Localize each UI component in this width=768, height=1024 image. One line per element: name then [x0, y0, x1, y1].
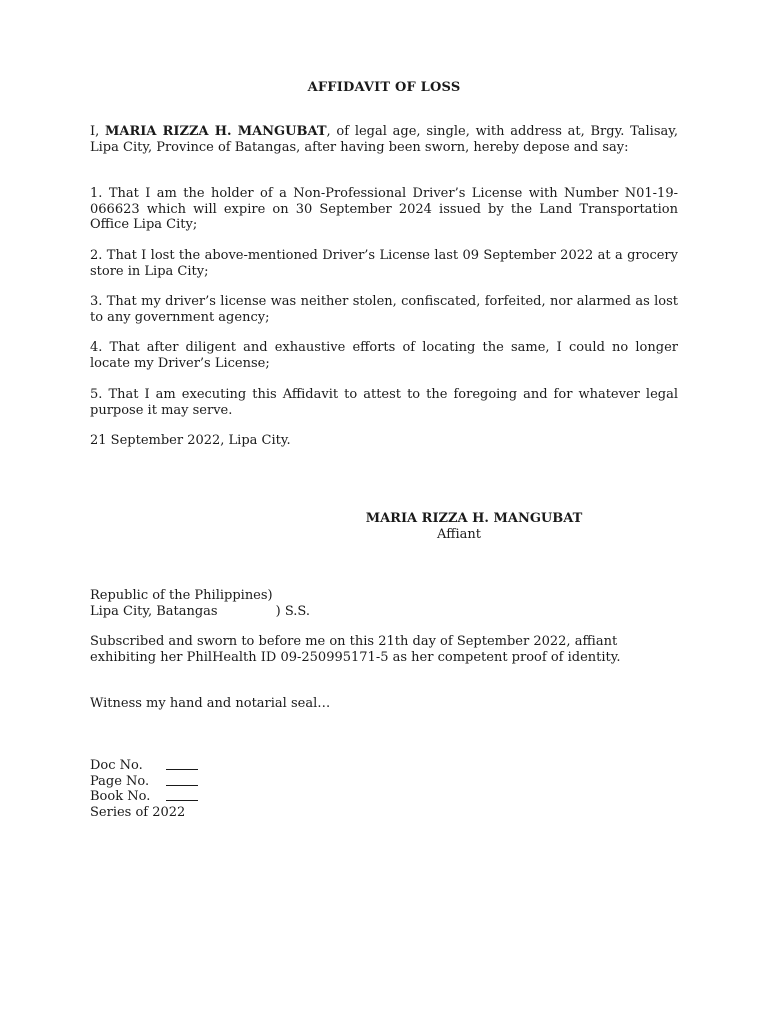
venue-block [90, 588, 690, 619]
jurat-paragraph: Subscribed and sworn to before me on this 21th day of September 2022, affiant exhibiting her PhilHealth ID 09-250995171-5 as her competent proof of identity. [90, 634, 621, 665]
doc-no-blank [166, 758, 198, 770]
intro-suffix: , of legal age, single, with address at, Brgy. Talisay, Lipa City, Province of Batangas, after having been sworn, hereby depose and say: [90, 124, 678, 155]
intro-paragraph [90, 124, 678, 155]
notarial-register [90, 758, 690, 820]
series-row [90, 805, 690, 821]
page-no-row [90, 774, 690, 790]
doc-no-label: Doc No. [90, 758, 143, 773]
book-no-blank [166, 789, 198, 801]
venue-ss: ) S.S. [275, 603, 310, 619]
affiant-name-inline: MARIA RIZZA H. MANGUBAT [105, 124, 327, 139]
intro-prefix: I, [90, 124, 106, 139]
witness-line: Witness my hand and notarial seal… [90, 696, 331, 711]
book-no-label: Book No. [90, 789, 151, 804]
doc-no-row [90, 758, 690, 774]
date-place: 21 September 2022, Lipa City. [90, 433, 291, 448]
signature-name: MARIA RIZZA H. MANGUBAT [365, 511, 583, 526]
paragraph-5: 5. That I am executing this Affidavit to attest to the foregoing and for whatever legal purpose it may serve. [90, 387, 678, 418]
paragraph-1: 1. That I am the holder of a Non-Professional Driver’s License with Number N01-19-066623 which will expire on 30 September 2024 issued by the Land Transportation Office Lipa City; [90, 186, 678, 232]
document-title: AFFIDAVIT OF LOSS [307, 80, 461, 95]
venue-country: Republic of the Philippines) [90, 588, 273, 603]
series-label: Series of 2022 [90, 804, 186, 820]
paragraph-4: 4. That after diligent and exhaustive efforts of locating the same, I could no longer locate my Driver’s License; [90, 340, 678, 371]
page-no-blank [166, 774, 198, 786]
paragraph-3: 3. That my driver’s license was neither stolen, confiscated, forfeited, nor alarmed as lost to any government agency; [90, 294, 678, 325]
venue-city: Lipa City, Batangas [90, 603, 218, 619]
signature-role: Affiant [437, 527, 481, 542]
page-no-label: Page No. [90, 773, 150, 789]
venue-line-2 [90, 604, 690, 620]
book-no-row [90, 789, 690, 805]
paragraph-2: 2. That I lost the above-mentioned Driver’s License last 09 September 2022 at a grocery store in Lipa City; [90, 248, 678, 279]
venue-line-1 [90, 588, 690, 604]
